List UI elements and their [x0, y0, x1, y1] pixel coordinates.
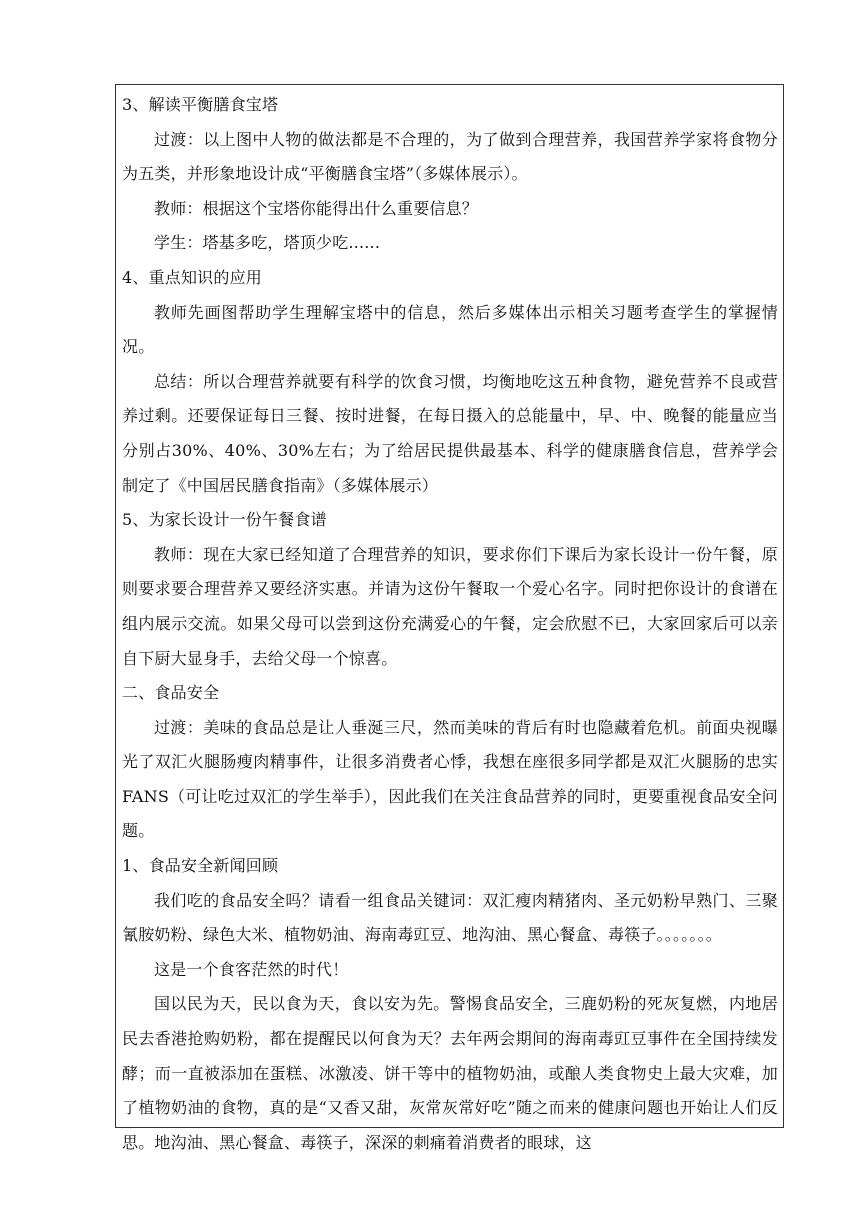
paragraph-summary: 总结：所以合理营养就要有科学的饮食习惯，均衡地吃这五种食物，避免营养不良或营养过剩。还要保证每日三餐、按时进餐，在每日摄入的总能量中，早、中、晚餐的能量应当分别占30%、40%、30%左右；为了给居民提供最基本、科学的健康膳食信息，营养学会制定了《中国居民膳食指南》（多媒体展示） — [122, 371, 778, 495]
paragraph-transition: 过渡：以上图中人物的做法都是不合理的，为了做到合理营养，我国营养学家将食物分为五类，并形象地设计成“平衡膳食宝塔”（多媒体展示）。 — [122, 129, 778, 184]
paragraph-era: 这是一个食客茫然的时代！ — [154, 959, 349, 979]
paragraph-lunch-task: 教师：现在大家已经知道了合理营养的知识，要求你们下课后为家长设计一份午餐，原则要求要合理营养又要经济实惠。并请为这份午餐取一个爱心名字。同时把你设计的食谱在组内展示交流。如果父母可以尝到这份充满爱心的午餐，定会欣慰不已，大家回家后可以亲自下厨大显身手，去给父母一个惊喜。 — [122, 544, 778, 668]
paragraph-reflection: 国以民为天，民以食为天，食以安为先。警惕食品安全，三鹿奶粉的死灰复燃，内地居民去香港抢购奶粉，都在提醒民以何食为天？去年两会期间的海南毒豇豆事件在全国持续发酵；而一直被添加在蛋糕、冰激凌、饼干等中的植物奶油，或酿人类食物史上最大灾难，加了植物奶油的食物，真的是“又香又甜，灰常灰常好吃”随之而来的健康问题也开始让人们反思。地沟油、黑心餐盒、毒筷子，深深的刺痛着消费者的眼球，这 — [122, 994, 778, 1152]
heading-application: 4、重点知识的应用 — [122, 267, 262, 287]
heading-bao-ta: 3、解读平衡膳食宝塔 — [122, 95, 279, 114]
paragraph-teacher-drawing: 教师先画图帮助学生理解宝塔中的信息，然后多媒体出示相关习题考查学生的掌握情况。 — [122, 302, 778, 357]
paragraph-student-answer: 学生：塔基多吃，塔顶少吃...... — [154, 233, 381, 253]
paragraph-safety-transition: 过渡：美味的食品总是让人垂涎三尺，然而美味的背后有时也隐藏着危机。前面央视曝光了双汇火腿肠瘦肉精事件，让很多消费者心悸，我想在座很多同学都是双汇火腿肠的忠实FANS（可让吃过双汇的学生举手），因此我们在关注食品营养的同时，更要重视食品安全问题。 — [122, 717, 778, 841]
paragraph-teacher-question: 教师：根据这个宝塔你能得出什么重要信息？ — [154, 198, 479, 218]
heading-lunch-menu: 5、为家长设计一份午餐食谱 — [122, 510, 327, 530]
document-table-cell — [115, 84, 784, 1152]
paragraph-keywords: 我们吃的食品安全吗？请看一组食品关键词：双汇瘦肉精猪肉、圣元奶粉早熟门、三聚氰胺奶粉、绿色大米、植物奶油、海南毒豇豆、地沟油、黑心餐盒、毒筷子。。。。。。。 — [122, 890, 778, 945]
heading-news-review: 1、食品安全新闻回顾 — [122, 856, 279, 876]
heading-food-safety: 二、食品安全 — [122, 683, 220, 703]
document-body — [122, 88, 778, 1160]
